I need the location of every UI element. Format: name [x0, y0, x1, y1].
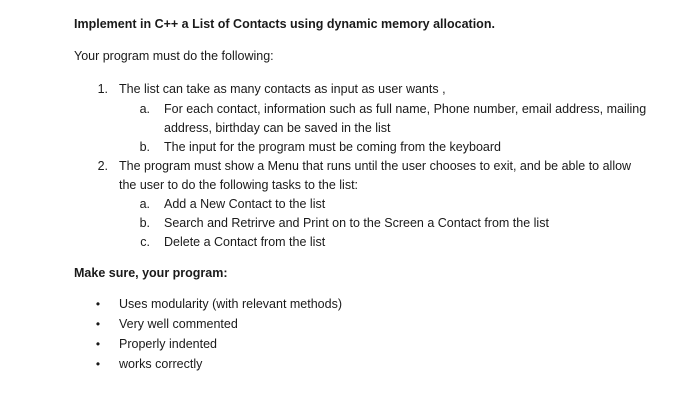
bullet-item: Uses modularity (with relevant methods)	[119, 297, 342, 311]
make-sure-heading: Make sure, your program:	[74, 266, 228, 280]
item-number: 2.	[97, 159, 108, 173]
bullet-item: works correctly	[119, 357, 203, 371]
subitem-letter: b.	[139, 140, 150, 154]
bullet-icon: •	[95, 337, 101, 351]
subitem-letter: c.	[140, 235, 150, 249]
subitem-letter: a.	[139, 102, 150, 116]
bullet-icon: •	[95, 297, 101, 311]
bullet-item: Properly indented	[119, 337, 217, 351]
subitem-text: The input for the program must be coming from the keyboard	[164, 140, 501, 154]
subitem-text: Delete a Contact from the list	[164, 235, 326, 249]
item-text: The list can take as many contacts as input as user wants ,	[119, 82, 446, 96]
intro-text: Your program must do the following:	[74, 49, 274, 63]
subitem-letter: b.	[139, 216, 150, 230]
item-text-continuation: the user to do the following tasks to the list:	[119, 178, 359, 192]
item-number: 1.	[97, 82, 108, 96]
subitem-text-continuation: address, birthday can be saved in the list	[164, 121, 391, 135]
bullet-icon: •	[95, 357, 101, 371]
assignment-title: Implement in C++ a List of Contacts using dynamic memory allocation.	[74, 17, 495, 31]
subitem-text: Add a New Contact to the list	[164, 197, 326, 211]
subitem-text: For each contact, information such as full name, Phone number, email address, mailing	[164, 102, 647, 116]
bullet-item: Very well commented	[119, 317, 238, 331]
subitem-text: Search and Retrirve and Print on to the Screen a Contact from the list	[164, 216, 549, 230]
subitem-letter: a.	[139, 197, 150, 211]
bullet-icon: •	[95, 317, 101, 331]
item-text: The program must show a Menu that runs until the user chooses to exit, and be able to allow	[119, 159, 632, 173]
